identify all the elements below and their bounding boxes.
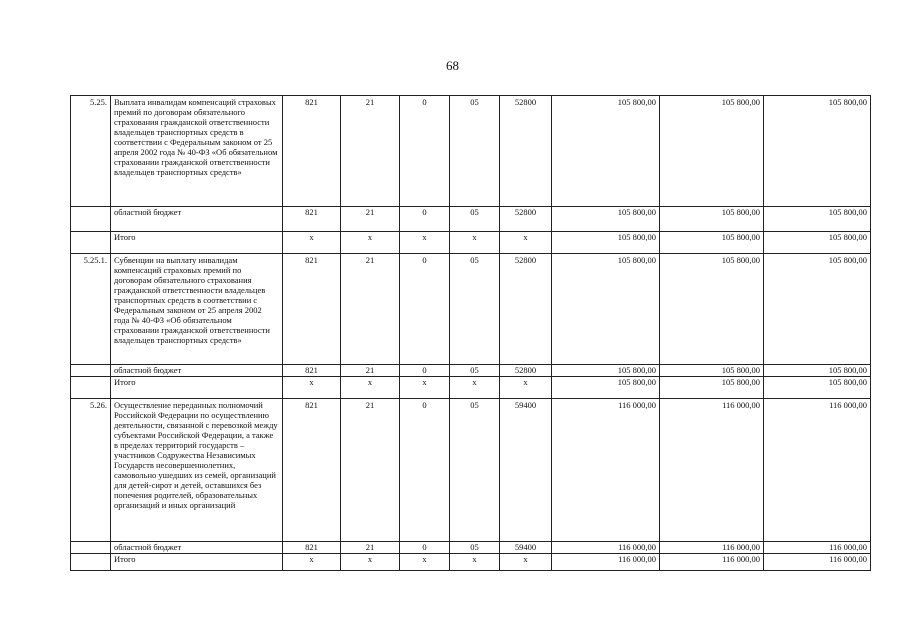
cell-amount-2: 105 800,00: [660, 377, 764, 399]
cell-code-4: 05: [450, 207, 500, 232]
cell-code-4: х: [450, 377, 500, 399]
cell-description: областной бюджет: [111, 365, 283, 377]
cell-description: областной бюджет: [111, 542, 283, 554]
cell-code-5: х: [500, 377, 552, 399]
cell-code-4: х: [450, 232, 500, 254]
cell-description: Осуществление переданных полномочий Российской Федерации по осуществлению деятельности, связанной с перевозкой между субъектами Российской Федерации, а также в пределах территорий государств – участников Содружества Независимых Государств несовершеннолетних, самовольно ушедших из семей, организаций для детей-сирот и детей, оставшихся без попечения родителей, образовательных организаций и иных организаций: [111, 399, 283, 542]
cell-code-3: 0: [400, 542, 450, 554]
cell-amount-3: 105 800,00: [764, 254, 871, 365]
budget-table: [70, 95, 871, 571]
table-row: [71, 207, 871, 232]
cell-code-1: 821: [283, 399, 341, 542]
cell-number: 5.26.: [71, 399, 111, 542]
cell-amount-3: 105 800,00: [764, 96, 871, 207]
cell-code-5: х: [500, 554, 552, 571]
cell-code-2: 21: [341, 365, 400, 377]
cell-code-4: 05: [450, 254, 500, 365]
cell-amount-1: 105 800,00: [552, 377, 660, 399]
cell-code-3: 0: [400, 254, 450, 365]
cell-amount-2: 116 000,00: [660, 554, 764, 571]
cell-amount-1: 116 000,00: [552, 542, 660, 554]
cell-code-1: 821: [283, 207, 341, 232]
cell-number: 5.25.1.: [71, 254, 111, 365]
cell-code-5: 59400: [500, 542, 552, 554]
table-row: [71, 96, 871, 207]
cell-code-3: 0: [400, 96, 450, 207]
cell-description: Итого: [111, 377, 283, 399]
cell-code-1: 821: [283, 254, 341, 365]
cell-code-2: х: [341, 377, 400, 399]
cell-amount-3: 105 800,00: [764, 232, 871, 254]
cell-code-2: 21: [341, 207, 400, 232]
cell-amount-1: 116 000,00: [552, 554, 660, 571]
cell-code-1: 821: [283, 542, 341, 554]
cell-code-5: 52800: [500, 96, 552, 207]
cell-amount-2: 105 800,00: [660, 232, 764, 254]
cell-amount-1: 105 800,00: [552, 254, 660, 365]
cell-amount-2: 105 800,00: [660, 254, 764, 365]
cell-amount-3: 105 800,00: [764, 207, 871, 232]
cell-amount-1: 105 800,00: [552, 207, 660, 232]
cell-number: [71, 365, 111, 377]
table-row: [71, 554, 871, 571]
cell-code-3: 0: [400, 365, 450, 377]
cell-code-2: 21: [341, 542, 400, 554]
cell-number: [71, 207, 111, 232]
cell-description: Выплата инвалидам компенсаций страховых премий по договорам обязательного страхования гражданской ответственности владельцев транспортных средств в соответствии с Федеральным законом от 25 апреля 2002 года № 40-ФЗ «Об обязательном страховании гражданской ответственности владельцев транспортных средств»: [111, 96, 283, 207]
cell-description: Субвенции на выплату инвалидам компенсаций страховых премий по договорам обязательного страхования гражданской ответственности владельцев транспортных средств в соответствии с Федеральным законом от 25 апреля 2002 года № 40-ФЗ «Об обязательном страховании гражданской ответственности владельцев транспортных средств»: [111, 254, 283, 365]
table-row: [71, 232, 871, 254]
cell-code-4: х: [450, 554, 500, 571]
cell-amount-3: 116 000,00: [764, 399, 871, 542]
cell-code-2: 21: [341, 254, 400, 365]
cell-amount-1: 105 800,00: [552, 365, 660, 377]
cell-amount-3: 116 000,00: [764, 542, 871, 554]
table-row: [71, 254, 871, 365]
table-row: [71, 399, 871, 542]
cell-code-5: 59400: [500, 399, 552, 542]
cell-code-2: х: [341, 232, 400, 254]
cell-amount-2: 116 000,00: [660, 542, 764, 554]
cell-code-4: 05: [450, 542, 500, 554]
table-body: [71, 96, 871, 571]
cell-code-5: 52800: [500, 207, 552, 232]
cell-amount-1: 105 800,00: [552, 232, 660, 254]
cell-amount-2: 105 800,00: [660, 96, 764, 207]
cell-amount-3: 116 000,00: [764, 554, 871, 571]
cell-code-3: 0: [400, 399, 450, 542]
cell-code-4: 05: [450, 365, 500, 377]
cell-code-5: 52800: [500, 365, 552, 377]
cell-amount-2: 116 000,00: [660, 399, 764, 542]
cell-number: [71, 542, 111, 554]
cell-description: областной бюджет: [111, 207, 283, 232]
cell-number: 5.25.: [71, 96, 111, 207]
cell-code-2: х: [341, 554, 400, 571]
cell-amount-2: 105 800,00: [660, 207, 764, 232]
cell-number: [71, 554, 111, 571]
cell-description: Итого: [111, 554, 283, 571]
cell-code-3: 0: [400, 207, 450, 232]
cell-code-3: х: [400, 377, 450, 399]
cell-amount-3: 105 800,00: [764, 377, 871, 399]
cell-code-1: х: [283, 232, 341, 254]
page-number: 68: [446, 58, 459, 73]
cell-code-3: х: [400, 232, 450, 254]
cell-code-4: 05: [450, 399, 500, 542]
table-row: [71, 365, 871, 377]
cell-amount-3: 105 800,00: [764, 365, 871, 377]
cell-code-4: 05: [450, 96, 500, 207]
cell-code-2: 21: [341, 96, 400, 207]
cell-code-1: х: [283, 377, 341, 399]
table-row: [71, 377, 871, 399]
cell-code-5: 52800: [500, 254, 552, 365]
cell-code-2: 21: [341, 399, 400, 542]
cell-description: Итого: [111, 232, 283, 254]
table-row: [71, 542, 871, 554]
cell-number: [71, 377, 111, 399]
cell-code-1: 821: [283, 365, 341, 377]
cell-code-3: х: [400, 554, 450, 571]
cell-code-1: 821: [283, 96, 341, 207]
cell-amount-1: 105 800,00: [552, 96, 660, 207]
cell-number: [71, 232, 111, 254]
cell-amount-1: 116 000,00: [552, 399, 660, 542]
cell-amount-2: 105 800,00: [660, 365, 764, 377]
cell-code-1: х: [283, 554, 341, 571]
cell-code-5: х: [500, 232, 552, 254]
